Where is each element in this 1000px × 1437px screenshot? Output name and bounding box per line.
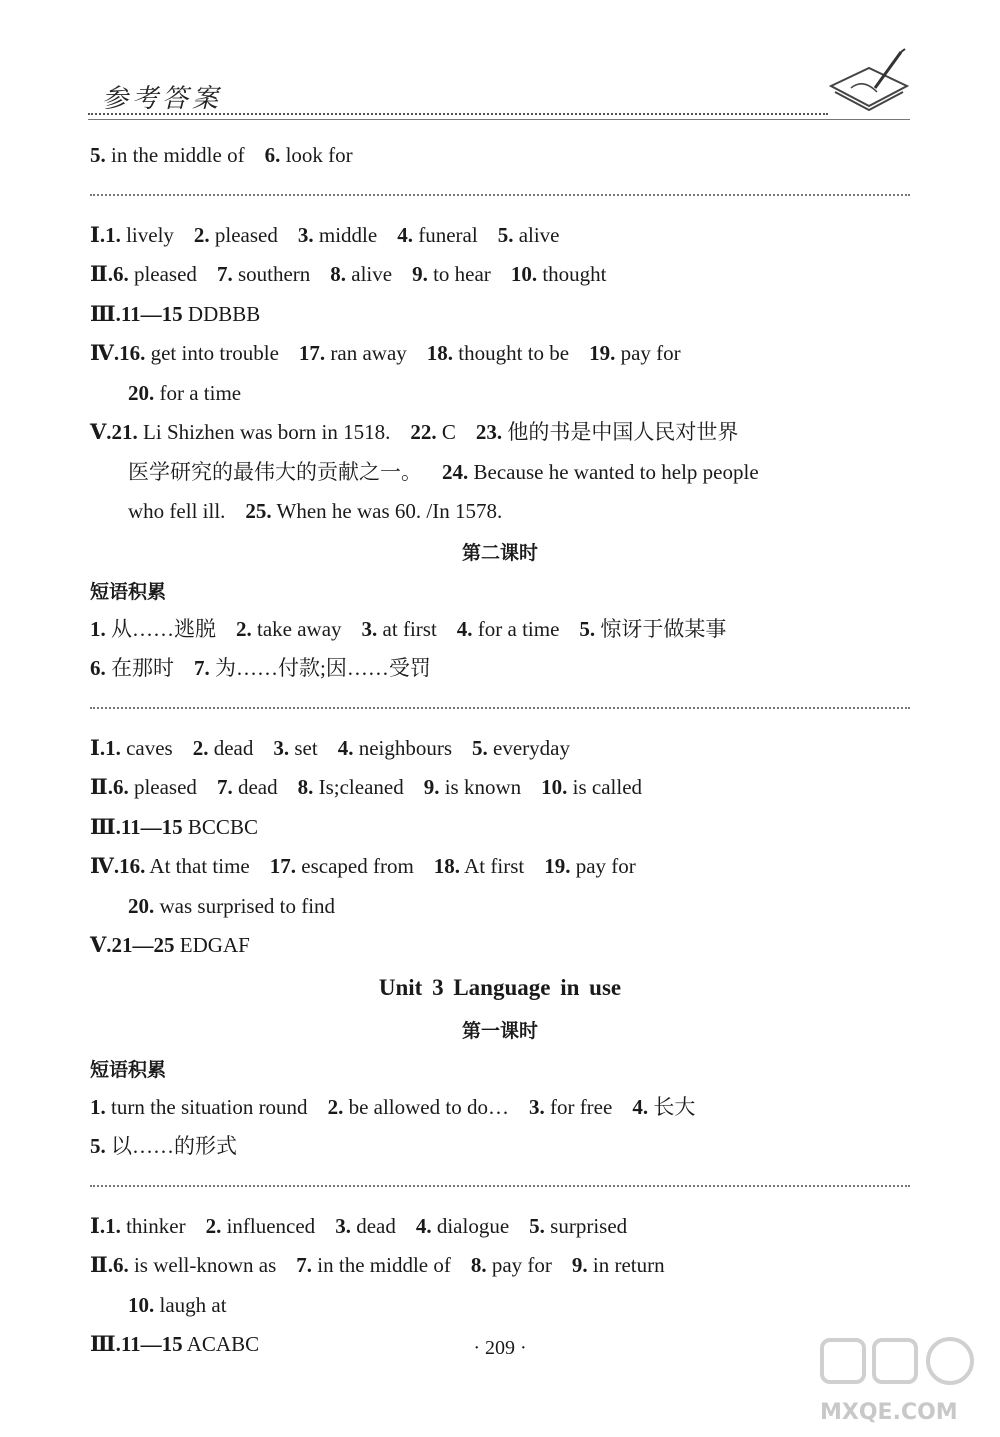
answer-item [90,656,174,680]
item-number: 24. [442,459,469,484]
item-text: in the middle of [105,143,245,167]
item-text: to hear [427,262,491,286]
answer-content [90,136,910,1365]
item-number: 8. [297,775,314,799]
item-text: is well-known as [128,1253,277,1277]
item-text: Li Shizhen was born in 1518. [137,420,391,444]
answer-line [90,255,910,295]
item-number: 5. [90,1134,106,1158]
unit-heading: Unit 3 Language in use [378,974,622,1000]
item-text: is known [439,775,522,799]
answer-item [105,223,174,247]
item-text: 惊讶于做某事 [595,616,727,641]
answer-item [193,736,254,760]
item-text: caves [120,735,173,760]
answer-line [90,374,910,414]
item-number: 4. [632,1094,649,1119]
dotted-divider [90,194,910,196]
answer-item [328,1095,509,1119]
header-rule [88,119,910,120]
item-text: dead [350,1213,396,1238]
page-header [88,70,910,130]
watermark [800,1330,990,1430]
item-text: DDBBB [182,301,261,326]
answer-line [90,808,910,848]
answer-line [90,136,910,176]
item-text: thinker [120,1213,186,1238]
answer-item [296,1253,451,1277]
item-number: 1. [90,1094,106,1119]
item-number: 16. [119,854,146,878]
item-text: pay for [615,341,681,365]
item-number: 10. [541,775,568,799]
dotted-divider [90,1185,910,1187]
item-text: middle [313,222,378,247]
answer-item [128,1293,227,1317]
lesson-heading: 第二课时 [461,541,538,564]
item-number: 2. [205,1213,222,1238]
answer-item [298,223,377,247]
item-text: take away [251,616,342,641]
item-number: 5. [472,735,488,760]
answer-line [90,1286,910,1326]
item-number: 6. [90,656,106,680]
answer-item [424,775,521,799]
answer-item [113,262,197,286]
item-number: 19. [544,854,571,878]
answer-item [112,420,391,444]
answer-item [579,617,726,641]
item-text: ACABC [182,1332,260,1356]
item-text: When he was 60. /In 1578. [271,499,503,523]
answer-item [498,223,560,247]
item-number: 18. [433,854,461,878]
item-number: 6. [112,775,129,799]
answer-item [472,736,570,760]
item-text: At first [460,854,525,878]
answer-line [90,729,910,769]
item-text: surprised [544,1213,628,1238]
item-number: 3. [335,1213,351,1238]
answer-item [90,617,216,641]
answer-line [90,847,910,887]
answer-item [427,341,569,365]
answer-line [90,1127,910,1167]
watermark-text: MXQE.COM [820,1400,958,1425]
item-number: 1. [105,222,121,247]
item-number: 5. [529,1213,545,1238]
item-number: 21—25 [111,933,175,957]
answer-item [194,656,431,680]
answer-item [217,262,310,286]
item-text: dialogue [431,1213,510,1238]
item-text: BCCBC [182,814,258,839]
item-text: Is;cleaned [313,775,404,799]
item-number: 4. [337,735,354,760]
answer-item [410,420,456,444]
item-text: at first [377,616,437,641]
item-number: 9. [571,1253,588,1277]
item-text: lively [120,222,174,247]
answer-item [90,1095,308,1119]
item-number: 11—15 [120,1332,183,1356]
answer-item [128,894,335,918]
answer-item [128,381,241,405]
item-text: in return [587,1253,665,1277]
answer-line [90,453,910,493]
item-text: in the middle of [312,1253,451,1277]
item-text: for a time [154,380,242,405]
item-number: 7. [296,1253,313,1277]
dotted-divider [90,707,910,709]
answer-line [90,413,910,453]
section-number: Ⅲ. [90,301,121,326]
item-text: look for [280,143,353,167]
item-text: 他的书是中国人民对世界 [502,420,739,444]
answer-item [298,775,404,799]
answer-item [397,223,477,247]
answer-item [273,736,317,760]
answer-item [105,1214,185,1238]
item-number: 23. [475,420,503,444]
item-text: 以……的形式 [105,1134,237,1158]
answer-line [90,926,910,966]
answer-line [90,295,910,335]
item-number: 1. [90,616,106,641]
item-text: 医学研究的最伟大的贡献之一。 [128,459,422,484]
item-number: 2. [193,222,210,247]
item-number: 20. [128,893,155,918]
answer-item [529,1095,612,1119]
answer-item [529,1214,627,1238]
section-number: Ⅰ. [90,735,106,760]
item-text: alive [346,262,393,286]
item-text: 长大 [648,1094,696,1119]
item-text: 从……逃脱 [105,616,216,641]
answer-item [112,933,250,957]
item-text: alive [513,222,560,247]
item-number: 5. [90,143,106,167]
page-number: · 209 · [473,1337,527,1359]
answer-item [457,617,560,641]
item-number: 4. [456,616,473,641]
item-number: 21. [111,420,138,444]
item-text: pay for [570,854,636,878]
answer-item [442,460,759,484]
answer-item [330,262,392,286]
answer-item [90,143,245,167]
item-number: 2. [236,616,252,641]
item-number: 6. [112,262,129,286]
item-number: 7. [216,775,233,799]
item-number: 10. [510,262,538,286]
notebook-pen-icon [823,48,913,114]
item-number: 4. [397,222,413,247]
item-text: influenced [221,1213,316,1238]
answer-item [245,499,502,523]
item-text: thought [537,262,607,286]
header-title: 参考答案 [102,84,223,114]
item-number: 19. [589,341,616,365]
answer-item [206,1214,316,1238]
item-number: 4. [415,1213,432,1238]
item-number: 9. [412,262,428,286]
item-number: 16. [119,341,146,365]
item-text: neighbours [353,735,453,760]
item-text: for free [544,1094,613,1119]
item-text: thought to be [453,341,570,365]
answer-item [113,775,197,799]
item-text: who fell ill. [128,499,226,523]
answer-line [90,1088,910,1128]
answer-item [90,1134,237,1158]
item-number: 6. [112,1253,129,1277]
item-text: At that time [145,854,250,878]
answer-item [471,1253,552,1277]
answer-line [90,492,910,532]
item-text: Because he wanted to help people [468,459,759,484]
section-number: Ⅱ. [90,775,113,799]
item-number: 2. [192,735,209,760]
answer-item [217,775,278,799]
item-text: ran away [325,341,407,365]
answer-line [90,1207,910,1247]
section-number: Ⅱ. [90,262,113,286]
item-text: for a time [472,616,560,641]
section-number: Ⅳ. [90,854,120,878]
watermark-logo-icon [800,1330,990,1400]
item-text: pay for [486,1253,552,1277]
section-number: Ⅰ. [90,222,106,247]
answer-item [128,460,422,484]
item-text: set [289,735,318,760]
answer-item [265,143,353,167]
item-number: 18. [426,341,454,365]
answer-line [90,216,910,256]
answer-item [121,815,258,839]
item-number: 3. [273,735,290,760]
item-text: be allowed to do… [343,1094,509,1119]
answer-line [90,768,910,808]
item-text: laugh at [154,1292,227,1317]
item-number: 11—15 [120,814,183,839]
item-number: 6. [264,143,281,167]
answer-item [589,341,681,365]
item-number: 8. [470,1253,487,1277]
item-number: 3. [361,616,378,641]
answer-item [476,420,739,444]
item-number: 11—15 [120,301,183,326]
answer-item [128,499,225,523]
item-text: EDGAF [174,933,250,957]
item-number: 22. [410,420,437,444]
section-number: Ⅳ. [90,341,120,365]
answer-item [541,775,642,799]
item-number: 3. [297,222,314,247]
item-number: 7. [194,656,210,680]
answer-item [338,736,452,760]
item-number: 17. [269,854,296,878]
item-text: get into trouble [145,341,279,365]
item-text: turn the situation round [105,1094,308,1119]
item-number: 1. [105,735,121,760]
answer-item [434,854,524,878]
item-text: is called [567,775,643,799]
answer-line [90,649,910,689]
answer-item [121,302,260,326]
answer-item [113,1253,276,1277]
item-text: 为……付款;因……受罚 [209,656,431,680]
item-text: 在那时 [105,656,174,680]
answer-line [90,887,910,927]
item-text: C [436,420,456,444]
answer-item [335,1214,396,1238]
item-number: 9. [423,775,440,799]
item-text: southern [232,262,311,286]
answer-item [632,1095,695,1119]
item-number: 5. [497,222,514,247]
lesson-heading: 第一课时 [461,1019,538,1042]
item-number: 2. [327,1094,344,1119]
item-text: dead [208,735,254,760]
answer-line [90,1246,910,1286]
answer-item [544,854,636,878]
section-number: Ⅲ. [90,1332,121,1356]
item-number: 17. [298,341,326,365]
answer-item [194,223,278,247]
answer-item [119,341,279,365]
section-subheading: 短语积累 [90,580,167,603]
item-text: funeral [412,222,478,247]
section-number: Ⅱ. [90,1253,113,1277]
item-text: pleased [209,222,278,247]
answer-line [90,334,910,374]
item-number: 8. [330,262,347,286]
answer-item [416,1214,509,1238]
answer-item [412,262,491,286]
answer-item [299,341,407,365]
item-number: 1. [105,1213,121,1238]
item-text: pleased [128,775,197,799]
section-number: Ⅴ. [90,420,112,444]
item-number: 25. [245,499,272,523]
section-subheading: 短语积累 [90,1058,167,1081]
item-text: escaped from [296,854,414,878]
answer-item [511,262,607,286]
answer-item [105,736,173,760]
section-number: Ⅰ. [90,1213,106,1238]
item-number: 7. [216,262,233,286]
header-dotted-rule [88,113,828,115]
section-number: Ⅴ. [90,933,112,957]
answer-item [119,854,250,878]
answer-item [362,617,437,641]
item-number: 10. [128,1292,155,1317]
answer-item [270,854,414,878]
item-text: was surprised to find [154,893,336,918]
answer-item [572,1253,665,1277]
item-text: dead [232,775,278,799]
item-text: pleased [128,262,197,286]
item-number: 5. [579,616,596,641]
item-number: 3. [528,1094,545,1119]
item-text: everyday [487,735,570,760]
answer-item [236,617,342,641]
section-number: Ⅲ. [90,814,121,839]
answer-line [90,610,910,650]
item-number: 20. [128,380,155,405]
